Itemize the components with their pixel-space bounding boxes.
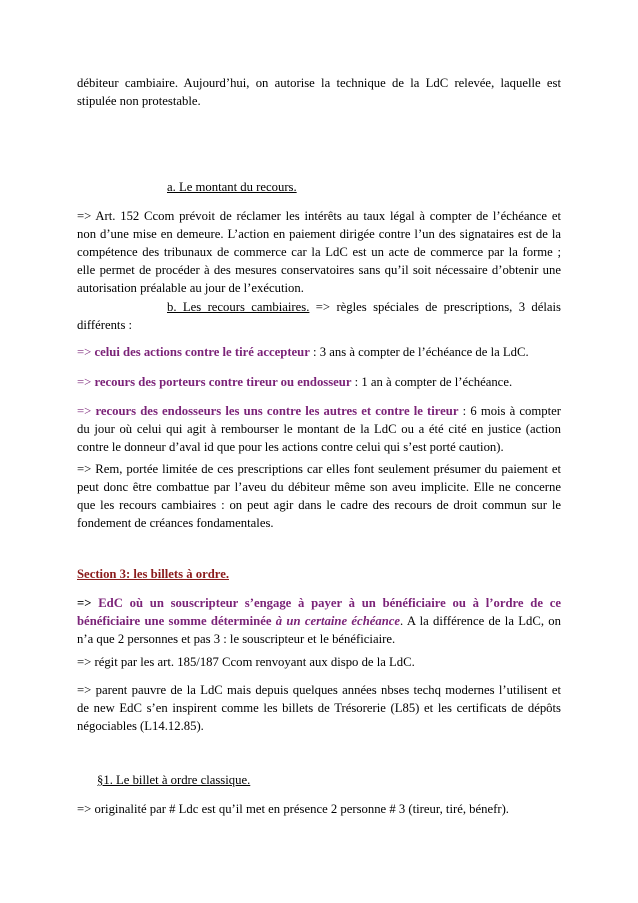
prescription-line	[77, 402, 561, 420]
text-line: stipulée non protestable.	[77, 94, 201, 108]
subheading-b-text: => règles spéciales de prescriptions, 3 délais	[309, 300, 561, 314]
subheading-a-title: a. Le montant du recours.	[167, 180, 297, 194]
text-line: débiteur cambiaire. Aujourd’hui, on autorise la technique de la LdC relevée, laquelle est	[77, 76, 561, 90]
section-heading	[77, 565, 561, 583]
text-line: => régit par les art. 185/187 Ccom renvoyant aux dispo de la LdC.	[77, 655, 415, 669]
text-line: => Art. 152 Ccom prévoit de réclamer les intérêts au taux légal à compter de l’échéance et	[77, 209, 561, 223]
subheading-1-title: §1. Le billet à ordre classique.	[97, 773, 251, 787]
arrow-marker: =>	[77, 345, 95, 359]
text-line: autorisation préalable au jour de l’exécution.	[77, 281, 304, 295]
art152-paragraph	[77, 207, 561, 297]
text-line: contre le donneur d’aval id que pour les actions contre celui qui s’est porté caution).	[77, 440, 504, 454]
edc-line	[77, 594, 561, 612]
text-line: négociables (L14.12.85).	[77, 719, 204, 733]
text-line: du jour où celui qui agit à rembourser le montant de la LdC ou a été cité en justice (action	[77, 422, 561, 436]
edc-definition-paragraph	[77, 594, 561, 648]
prescription-detail: : 1 an à compter de l’échéance.	[351, 375, 513, 389]
prescription-term: celui des actions contre le tiré accepteur	[94, 345, 310, 359]
remark-paragraph	[77, 460, 561, 532]
edc-term: EdC où un souscripteur s’engage à payer à un bénéficiaire ou à l’ordre de ce	[98, 596, 561, 610]
regit-paragraph	[77, 653, 561, 671]
subheading-b-line	[77, 298, 561, 316]
edc-term: bénéficiaire une somme déterminée	[77, 614, 276, 628]
text-line: non d’une mise en demeure. L’action en paiement dirigée contre l’un des signataires est de la	[77, 227, 561, 241]
text-line: => parent pauvre de la LdC mais depuis quelques années nbses techq modernes l’utilisent et	[77, 683, 561, 697]
text-line: n’a que 2 personnes et pas 3 : le souscripteur et le bénéficiaire.	[77, 632, 396, 646]
prescription-item	[77, 402, 561, 456]
edc-detail: . A la différence de la LdC, on	[400, 614, 561, 628]
prescription-detail: : 3 ans à compter de l’échéance de la LdC.	[309, 345, 529, 359]
edc-term-italic: à un certaine échéance	[275, 614, 401, 628]
parent-pauvre-paragraph	[77, 681, 561, 735]
arrow-marker: =>	[77, 596, 99, 610]
intro-paragraph	[77, 74, 561, 110]
edc-line	[77, 612, 561, 630]
text-line: elle permet de procéder à des mesures conservatoires sans qu’il soit nécessaire d’obtenir une	[77, 263, 561, 277]
prescription-term: recours des porteurs contre tireur ou endosseur	[94, 375, 352, 389]
prescription-line	[77, 373, 561, 391]
subheading-a	[167, 178, 561, 196]
arrow-marker: =>	[77, 404, 96, 418]
prescription-item	[77, 343, 561, 361]
text-line: => Rem, portée limitée de ces prescriptions car elles font seulement présumer du paiement et	[77, 462, 561, 476]
arrow-marker: =>	[77, 375, 95, 389]
text-line: compétence des tribunaux de commerce car la LdC est un acte de commerce par la forme ;	[77, 245, 561, 259]
text-line: que les recours cambiaires : on peut agir dans le cadre des recours de droit commun sur le	[77, 498, 561, 512]
subheading-1	[97, 771, 561, 789]
prescription-line	[77, 343, 561, 361]
subheading-b-title: b. Les recours cambiaires.	[167, 300, 310, 314]
text-line: peut donc être combattue par l’aveu du débiteur même son aveu implicite. Elle ne concerne	[77, 480, 561, 494]
text-line: différents :	[77, 318, 133, 332]
text-line: de new EdC s’en inspirent comme les billets de Trésorerie (L85) et les certificats de dépôts	[77, 701, 561, 715]
originalite-paragraph	[77, 800, 561, 818]
subheading-b	[77, 298, 561, 334]
section-3-title: Section 3: les billets à ordre.	[77, 567, 229, 581]
prescription-term: recours des endosseurs les uns contre les autres et contre le tireur	[95, 404, 459, 418]
prescription-detail: : 6 mois à compter	[458, 404, 561, 418]
text-line: fondement de créances fondamentales.	[77, 516, 274, 530]
prescription-item	[77, 373, 561, 391]
text-line: => originalité par # Ldc est qu’il met en présence 2 personne # 3 (tireur, tiré, bénefr).	[77, 802, 509, 816]
